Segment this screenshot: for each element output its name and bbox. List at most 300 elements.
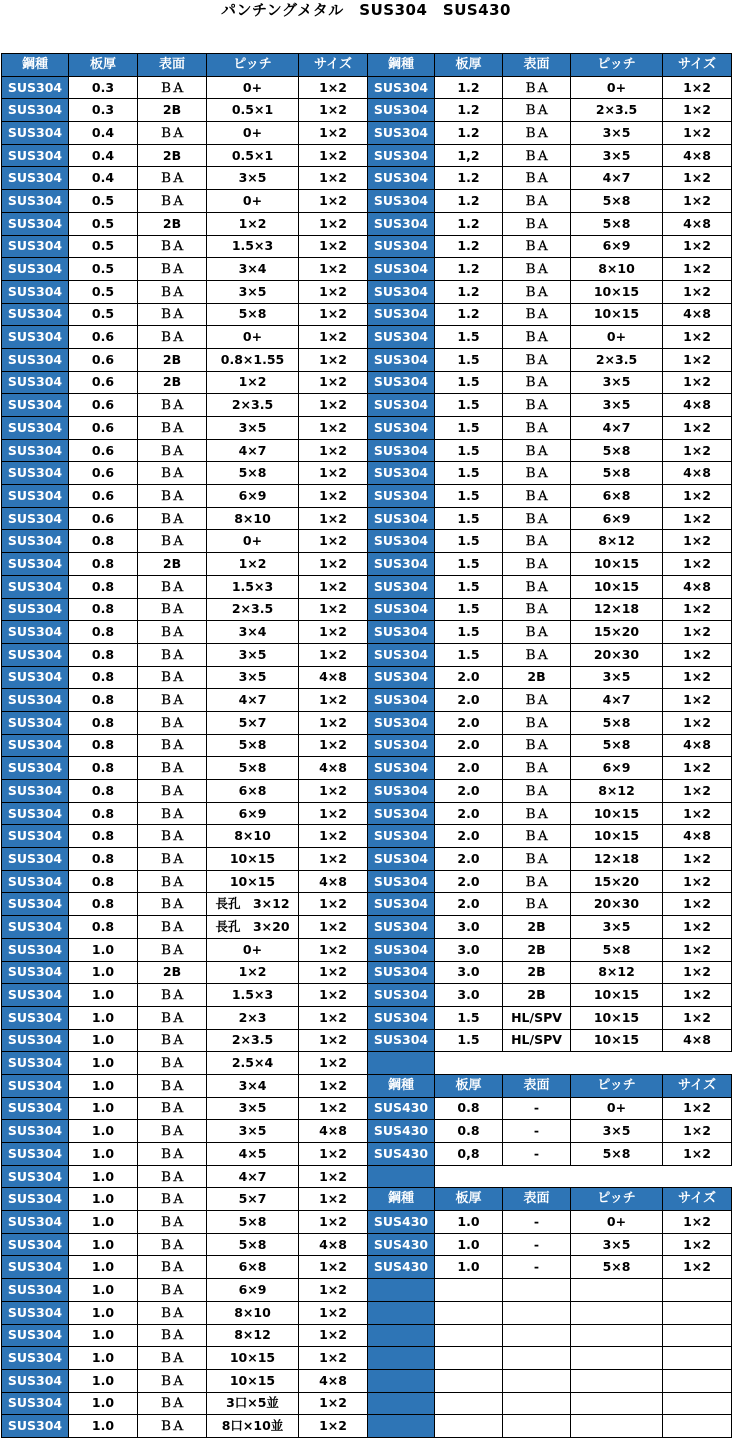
table-cell: 1.5×3 <box>207 235 299 258</box>
table-cell: 0.5 <box>69 303 138 326</box>
steel-grade-cell: SUS304 <box>368 802 435 825</box>
table-cell: ＢＡ <box>138 1074 207 1097</box>
table-cell: 0.8 <box>69 780 138 803</box>
steel-grade-cell: SUS304 <box>368 394 435 417</box>
table-cell: 1×2 <box>299 643 368 666</box>
steel-grade-cell: SUS304 <box>2 348 69 371</box>
table-cell: 1×2 <box>299 1029 368 1052</box>
table-row <box>2 938 368 961</box>
table-cell: 1×2 <box>299 144 368 167</box>
empty-cell <box>503 1369 571 1392</box>
table-cell: 1×2 <box>663 235 732 258</box>
empty-cell <box>435 1324 503 1347</box>
steel-grade-cell: SUS304 <box>2 1029 69 1052</box>
empty-row <box>368 1392 732 1415</box>
table-cell: 1.0 <box>69 1233 138 1256</box>
steel-grade-cell: SUS304 <box>2 485 69 508</box>
table-cell: 1.5 <box>435 485 503 508</box>
steel-grade-cell: SUS304 <box>368 1029 435 1052</box>
table-row <box>2 984 368 1007</box>
table-cell: 1×2 <box>299 1279 368 1302</box>
steel-grade-cell: SUS304 <box>368 666 435 689</box>
table-row <box>2 553 368 576</box>
steel-grade-cell: SUS304 <box>368 439 435 462</box>
steel-grade-cell: SUS304 <box>2 1392 69 1415</box>
table-cell: 1×2 <box>299 1211 368 1234</box>
table-cell: 1.0 <box>435 1211 503 1234</box>
table-cell: ＢＡ <box>138 893 207 916</box>
table-cell: 1×2 <box>299 1074 368 1097</box>
steel-grade-cell: SUS304 <box>2 757 69 780</box>
table-cell: ＢＡ <box>138 1211 207 1234</box>
table-row <box>368 258 732 281</box>
column-header: ピッチ <box>571 1188 663 1211</box>
table-cell: 1×2 <box>663 1006 732 1029</box>
steel-grade-cell: SUS304 <box>2 643 69 666</box>
table-cell: 1.0 <box>69 1369 138 1392</box>
table-cell: 4×8 <box>663 303 732 326</box>
table-cell: 3×5 <box>571 666 663 689</box>
table-cell: ＢＡ <box>138 666 207 689</box>
table-cell: 5×8 <box>207 462 299 485</box>
table-cell: 2B <box>138 348 207 371</box>
steel-grade-cell: SUS304 <box>368 348 435 371</box>
empty-cell <box>503 1347 571 1370</box>
steel-grade-cell: SUS304 <box>368 916 435 939</box>
table-cell: 10×15 <box>571 802 663 825</box>
empty-cell <box>503 1392 571 1415</box>
empty-cell <box>571 1369 663 1392</box>
table-cell: ＢＡ <box>503 122 571 145</box>
table-row <box>2 1369 368 1392</box>
table-cell: 1×2 <box>663 711 732 734</box>
table-cell: 1×2 <box>663 1120 732 1143</box>
table-cell: 10×15 <box>571 984 663 1007</box>
table-cell: ＢＡ <box>138 1188 207 1211</box>
steel-grade-cell: SUS304 <box>2 1279 69 1302</box>
table-cell: ＢＡ <box>138 280 207 303</box>
table-cell: ＢＡ <box>503 439 571 462</box>
steel-grade-cell: SUS304 <box>2 1052 69 1075</box>
steel-grade-cell: SUS304 <box>2 1415 69 1438</box>
table-row <box>2 893 368 916</box>
table-cell: 1×2 <box>663 326 732 349</box>
table-row <box>368 689 732 712</box>
steel-grade-cell: SUS304 <box>2 371 69 394</box>
table-cell: 0.6 <box>69 507 138 530</box>
empty-cell <box>571 1324 663 1347</box>
table-cell: 3×5 <box>207 1120 299 1143</box>
table-cell: 1×2 <box>663 417 732 440</box>
table-cell: ＢＡ <box>138 643 207 666</box>
steel-grade-cell: SUS304 <box>368 167 435 190</box>
table-row <box>2 144 368 167</box>
table-cell: 2.0 <box>435 780 503 803</box>
table-cell: ＢＡ <box>138 258 207 281</box>
table-row <box>368 1120 732 1143</box>
table-cell: 1.2 <box>435 122 503 145</box>
table-cell: 1.2 <box>435 212 503 235</box>
steel-grade-cell: SUS304 <box>368 711 435 734</box>
column-header: 鋼種 <box>2 54 69 77</box>
table-cell: 1×2 <box>299 1052 368 1075</box>
table-cell: ＢＡ <box>503 417 571 440</box>
table-cell: 1×2 <box>663 1211 732 1234</box>
table-cell: 1.0 <box>69 1392 138 1415</box>
table-cell: 1×2 <box>299 780 368 803</box>
table-cell: 0.3 <box>69 99 138 122</box>
table-cell: 2.0 <box>435 734 503 757</box>
table-cell: 3×4 <box>207 258 299 281</box>
table-cell: 5×8 <box>207 1211 299 1234</box>
table-cell: ＢＡ <box>503 575 571 598</box>
column-header: 表面 <box>503 54 571 77</box>
table-cell: 1×2 <box>299 1347 368 1370</box>
table-row <box>2 1052 368 1075</box>
table-cell: 1.0 <box>69 1120 138 1143</box>
table-cell: 0+ <box>207 326 299 349</box>
table-cell: 5×8 <box>571 938 663 961</box>
table-cell: 1×2 <box>663 1143 732 1166</box>
table-cell: 8×10 <box>207 507 299 530</box>
table-cell: 1×2 <box>663 757 732 780</box>
table-row <box>2 76 368 99</box>
table-cell: 1×2 <box>299 1188 368 1211</box>
table-row <box>2 1279 368 1302</box>
steel-grade-cell: SUS304 <box>2 1211 69 1234</box>
table-cell: ＢＡ <box>503 734 571 757</box>
table-cell: 1×2 <box>299 190 368 213</box>
table-cell: ＢＡ <box>138 167 207 190</box>
steel-grade-cell: SUS304 <box>2 1324 69 1347</box>
table-row <box>2 734 368 757</box>
table-cell: 1×2 <box>663 666 732 689</box>
table-cell: 0.8 <box>69 530 138 553</box>
table-row <box>368 371 732 394</box>
table-cell: 5×8 <box>571 439 663 462</box>
table-cell: 1.5 <box>435 1006 503 1029</box>
table-cell: 2.0 <box>435 848 503 871</box>
table-cell: ＢＡ <box>503 235 571 258</box>
empty-cell <box>368 1165 435 1188</box>
table-row <box>2 666 368 689</box>
empty-cell <box>368 1324 435 1347</box>
steel-grade-cell: SUS304 <box>2 689 69 712</box>
table-cell: 0.8 <box>69 575 138 598</box>
table-row <box>2 1415 368 1438</box>
table-cell: 1.0 <box>69 1279 138 1302</box>
table-cell: 0.8 <box>69 666 138 689</box>
table-cell: 1×2 <box>663 984 732 1007</box>
table-row <box>2 757 368 780</box>
table-cell: ＢＡ <box>138 711 207 734</box>
table-row <box>2 1233 368 1256</box>
table-cell: 4×8 <box>663 825 732 848</box>
table-row <box>2 258 368 281</box>
table-cell: 0.8 <box>69 734 138 757</box>
table-cell: ＢＡ <box>138 122 207 145</box>
table-cell: 8×12 <box>207 1324 299 1347</box>
table-row <box>368 825 732 848</box>
table-row <box>2 303 368 326</box>
steel-grade-cell: SUS304 <box>368 258 435 281</box>
table-cell: 1.0 <box>69 1324 138 1347</box>
table-row <box>2 348 368 371</box>
table-cell: 1.5 <box>435 598 503 621</box>
table-cell: ＢＡ <box>138 235 207 258</box>
table-cell: 1.0 <box>69 1143 138 1166</box>
table-cell: 0.8 <box>69 598 138 621</box>
table-cell: 4×8 <box>663 212 732 235</box>
table-row <box>2 212 368 235</box>
steel-grade-cell: SUS304 <box>368 848 435 871</box>
table-cell: 3×5 <box>571 122 663 145</box>
table-cell: 1×2 <box>663 507 732 530</box>
table-cell: ＢＡ <box>138 734 207 757</box>
table-cell: 6×9 <box>207 802 299 825</box>
table-row <box>2 916 368 939</box>
table-cell: 0.5 <box>69 280 138 303</box>
steel-grade-cell: SUS304 <box>368 621 435 644</box>
table-cell: 1×2 <box>299 462 368 485</box>
table-cell: ＢＡ <box>138 689 207 712</box>
table-row <box>368 507 732 530</box>
table-row <box>2 802 368 825</box>
table-cell: 2B <box>138 961 207 984</box>
table-cell: 0.8 <box>69 848 138 871</box>
table-cell: ＢＡ <box>138 1415 207 1438</box>
table-row <box>2 280 368 303</box>
table-cell: HL/SPV <box>503 1029 571 1052</box>
table-cell: 2B <box>138 144 207 167</box>
table-cell: ＢＡ <box>503 394 571 417</box>
table-cell: 1.0 <box>69 1074 138 1097</box>
table-cell: 2B <box>503 938 571 961</box>
empty-cell <box>663 1301 732 1324</box>
table-cell: 0.8 <box>69 553 138 576</box>
table-cell: 0.6 <box>69 394 138 417</box>
steel-grade-cell: SUS304 <box>2 280 69 303</box>
table-cell: 2B <box>138 99 207 122</box>
table-cell: ＢＡ <box>138 916 207 939</box>
table-row <box>368 76 732 99</box>
steel-grade-cell: SUS304 <box>368 1006 435 1029</box>
table-cell: 1.5 <box>435 1029 503 1052</box>
table-cell: 0.8×1.55 <box>207 348 299 371</box>
table-cell: ＢＡ <box>138 598 207 621</box>
table-cell: 0.6 <box>69 485 138 508</box>
table-row <box>2 326 368 349</box>
table-cell: ＢＡ <box>138 530 207 553</box>
table-cell: 2×3.5 <box>571 99 663 122</box>
table-cell: 1.5 <box>435 462 503 485</box>
table-cell: 1×2 <box>299 984 368 1007</box>
table-cell: 2.0 <box>435 666 503 689</box>
table-cell: 1.0 <box>69 1029 138 1052</box>
table-row <box>368 1211 732 1234</box>
table-cell: 1×2 <box>663 802 732 825</box>
table-cell: 6×9 <box>571 507 663 530</box>
table-row <box>368 734 732 757</box>
table-cell: ＢＡ <box>138 1233 207 1256</box>
steel-grade-cell: SUS304 <box>368 485 435 508</box>
table-cell: 1×2 <box>663 167 732 190</box>
table-cell: ＢＡ <box>503 462 571 485</box>
table-cell: 0.8 <box>435 1097 503 1120</box>
table-cell: 0.5 <box>69 190 138 213</box>
table-cell: 5×8 <box>207 1233 299 1256</box>
table-cell: 1.0 <box>435 1256 503 1279</box>
table-cell: 1×2 <box>299 1415 368 1438</box>
table-cell: 1×2 <box>299 371 368 394</box>
table-cell: 1.5 <box>435 507 503 530</box>
table-cell: 1×2 <box>663 916 732 939</box>
table-cell: 1.0 <box>69 1188 138 1211</box>
table-cell: 0+ <box>207 122 299 145</box>
table-cell: 2.0 <box>435 870 503 893</box>
empty-cell <box>571 1347 663 1370</box>
table-cell: ＢＡ <box>138 485 207 508</box>
steel-grade-cell: SUS304 <box>2 99 69 122</box>
left-table <box>1 53 368 1438</box>
table-cell: 0.6 <box>69 439 138 462</box>
table-row <box>2 394 368 417</box>
steel-grade-cell: SUS304 <box>2 167 69 190</box>
table-row <box>368 938 732 961</box>
table-cell: 4×7 <box>571 167 663 190</box>
table-row <box>368 212 732 235</box>
table-cell: 1×2 <box>299 916 368 939</box>
steel-grade-cell: SUS304 <box>2 893 69 916</box>
table-cell: 2B <box>503 961 571 984</box>
table-cell: ＢＡ <box>138 870 207 893</box>
table-cell: 1×2 <box>663 1256 732 1279</box>
table-row <box>368 167 732 190</box>
table-cell: 8×12 <box>571 780 663 803</box>
steel-grade-cell: SUS304 <box>2 190 69 213</box>
table-cell: ＢＡ <box>138 1029 207 1052</box>
empty-cell <box>571 1415 663 1438</box>
table-cell: 1×2 <box>299 825 368 848</box>
table-cell: 10×15 <box>207 1347 299 1370</box>
table-cell: HL/SPV <box>503 1006 571 1029</box>
steel-grade-cell: SUS304 <box>368 417 435 440</box>
table-row <box>2 371 368 394</box>
table-cell: 0.5×1 <box>207 144 299 167</box>
steel-grade-cell: SUS304 <box>368 643 435 666</box>
table-cell: 0.4 <box>69 144 138 167</box>
table-cell: 6×9 <box>207 485 299 508</box>
steel-grade-cell: SUS430 <box>368 1256 435 1279</box>
table-cell: 3×5 <box>571 1233 663 1256</box>
table-cell: 3×5 <box>571 1120 663 1143</box>
steel-grade-cell: SUS430 <box>368 1143 435 1166</box>
table-cell: ＢＡ <box>503 757 571 780</box>
table-cell: 1.2 <box>435 303 503 326</box>
table-row <box>368 439 732 462</box>
column-header: 鋼種 <box>368 54 435 77</box>
steel-grade-cell: SUS304 <box>368 190 435 213</box>
column-header: ピッチ <box>571 54 663 77</box>
table-cell: ＢＡ <box>138 848 207 871</box>
steel-grade-cell: SUS304 <box>368 598 435 621</box>
table-cell: 1×2 <box>299 621 368 644</box>
table-row <box>2 1006 368 1029</box>
empty-cell <box>435 1301 503 1324</box>
table-cell: ＢＡ <box>138 1347 207 1370</box>
table-cell: 4×8 <box>663 575 732 598</box>
table-cell: 0.8 <box>69 893 138 916</box>
empty-cell <box>663 1392 732 1415</box>
table-row <box>2 439 368 462</box>
table-cell: 1×2 <box>663 1097 732 1120</box>
table-cell: ＢＡ <box>138 1279 207 1302</box>
steel-grade-cell: SUS304 <box>2 394 69 417</box>
table-cell: 5×8 <box>571 212 663 235</box>
table-cell: 5×8 <box>207 734 299 757</box>
table-cell: 1.5 <box>435 348 503 371</box>
table-cell: 1.0 <box>69 1211 138 1234</box>
steel-grade-cell: SUS304 <box>368 280 435 303</box>
table-cell: 1×2 <box>663 689 732 712</box>
table-cell: ＢＡ <box>503 212 571 235</box>
table-cell: 長孔 3×20 <box>207 916 299 939</box>
table-cell: ＢＡ <box>503 371 571 394</box>
table-cell: 0.8 <box>69 916 138 939</box>
right-table <box>367 53 732 1438</box>
table-cell: 1.5 <box>435 439 503 462</box>
steel-grade-cell: SUS304 <box>368 575 435 598</box>
steel-grade-cell: SUS304 <box>368 462 435 485</box>
table-cell: 1.0 <box>69 1165 138 1188</box>
table-cell: 1×2 <box>299 893 368 916</box>
table-row <box>368 757 732 780</box>
table-row <box>2 780 368 803</box>
table-cell: 4×8 <box>299 757 368 780</box>
empty-cell <box>368 1052 435 1075</box>
table-row <box>2 689 368 712</box>
table-cell: 2.0 <box>435 757 503 780</box>
steel-grade-cell: SUS304 <box>368 507 435 530</box>
table-row <box>2 711 368 734</box>
steel-grade-cell: SUS304 <box>2 848 69 871</box>
table-row <box>368 530 732 553</box>
table-cell: ＢＡ <box>503 99 571 122</box>
table-cell: 0+ <box>571 76 663 99</box>
table-cell: 5×8 <box>571 1256 663 1279</box>
column-header: サイズ <box>663 54 732 77</box>
empty-cell <box>435 1415 503 1438</box>
table-cell: 2B <box>138 212 207 235</box>
table-cell: 0+ <box>571 326 663 349</box>
table-cell: ＢＡ <box>138 621 207 644</box>
table-cell: 1×2 <box>299 212 368 235</box>
table-cell: ＢＡ <box>503 76 571 99</box>
table-cell: 15×20 <box>571 621 663 644</box>
right-header-row <box>368 54 732 77</box>
table-cell: 5×8 <box>571 711 663 734</box>
table-cell: 0.5×1 <box>207 99 299 122</box>
table-cell: - <box>503 1143 571 1166</box>
table-cell: 1×2 <box>299 99 368 122</box>
table-cell: 1×2 <box>663 643 732 666</box>
table-cell: 1×2 <box>299 1392 368 1415</box>
table-row <box>368 848 732 871</box>
table-cell: 1×2 <box>299 802 368 825</box>
table-row <box>2 1301 368 1324</box>
table-row <box>368 326 732 349</box>
steel-grade-cell: SUS304 <box>2 916 69 939</box>
